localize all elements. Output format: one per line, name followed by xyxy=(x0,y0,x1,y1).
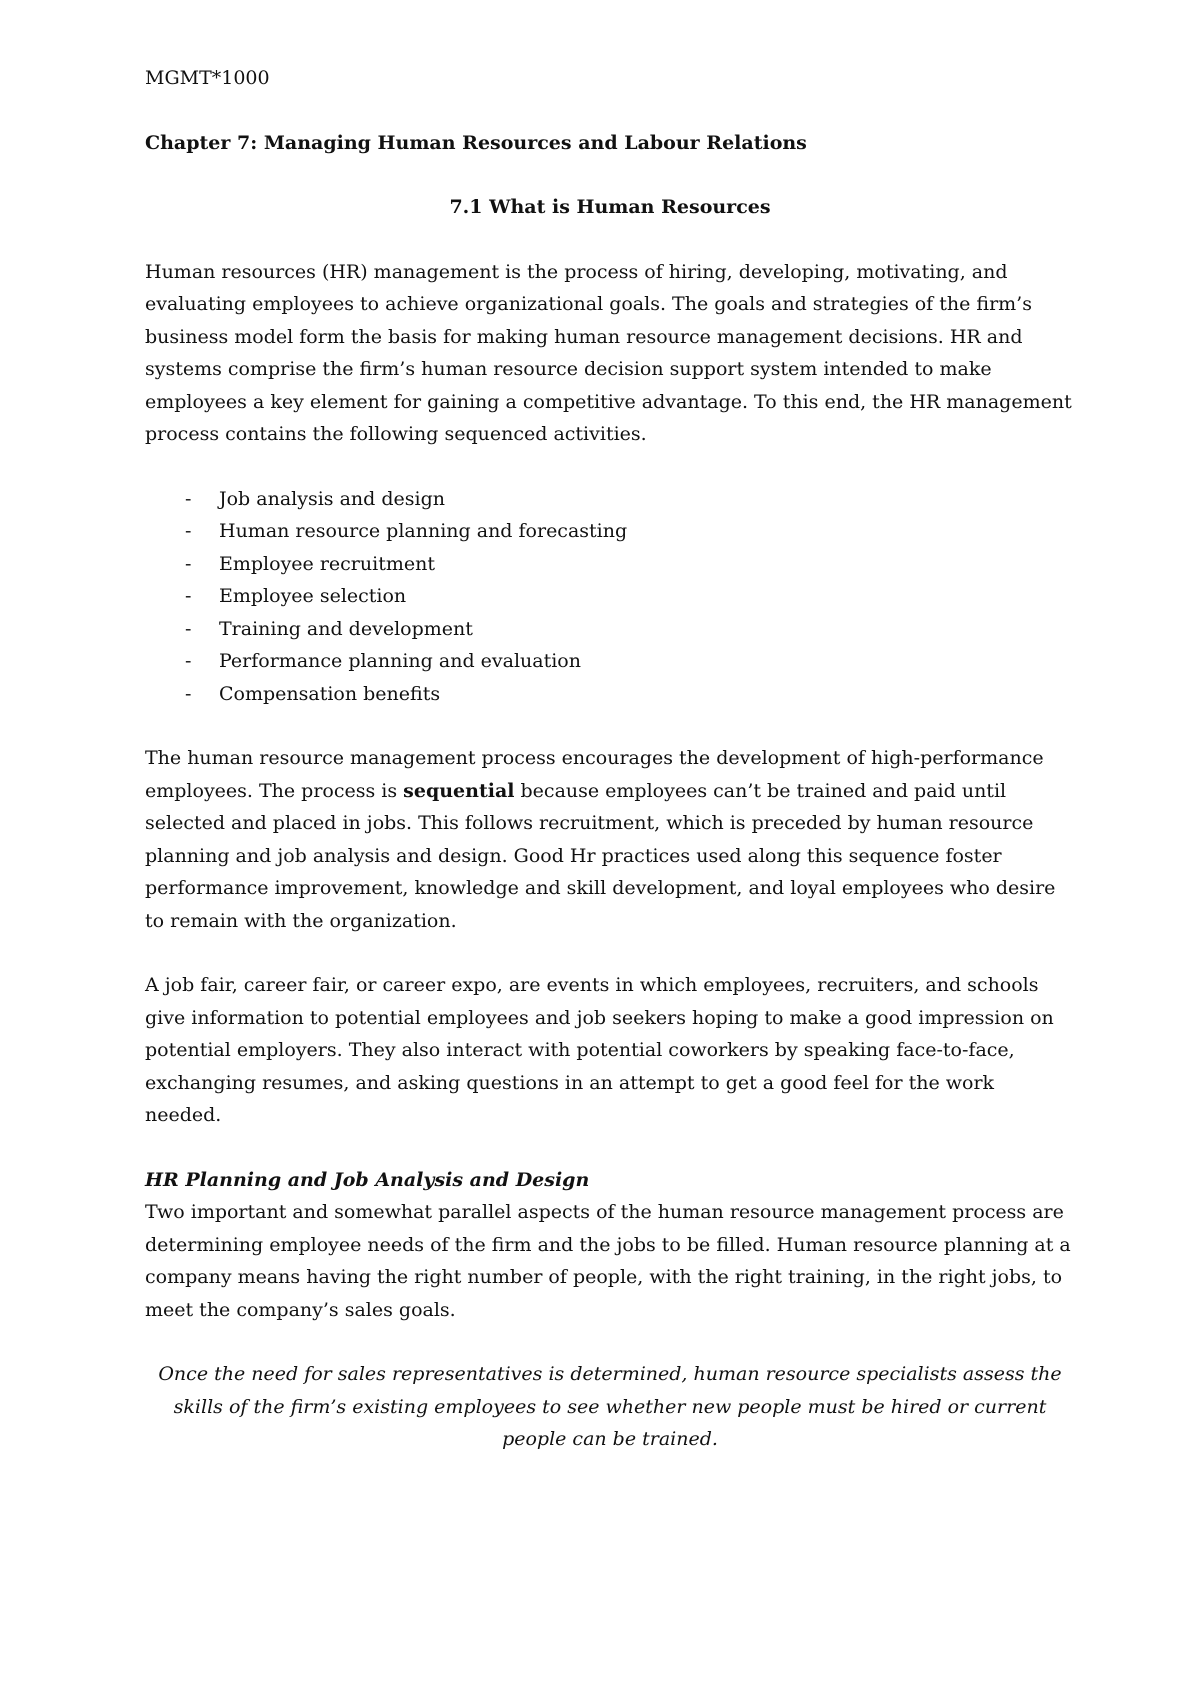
list-bullet: - xyxy=(185,617,192,640)
list-item-text: Job analysis and design xyxy=(219,487,445,510)
list-item xyxy=(145,645,1075,678)
intro-paragraph: Human resources (HR) management is the process of hiring, developing, motivating, and evaluating employees to achieve organizational goals. The goals and strategies of the firm’s business model form the basis for making human resource management decisions. HR and systems comprise the firm’s human resource decision support system intended to make employees a key element for gaining a competitive advantage. To this end, the HR management process contains the following sequenced activities. xyxy=(145,260,1072,445)
list-item-text: Compensation benefits xyxy=(219,682,441,705)
chapter-title: Chapter 7: Managing Human Resources and Labour Relations xyxy=(145,131,807,154)
list-item xyxy=(145,678,1075,711)
document-page xyxy=(145,62,1075,1456)
job-fair-paragraph: A job fair, career fair, or career expo, are events in which employees, recruiters, and schools give information to potential employees and job seekers hoping to make a good impression on potential employers. They also interact with potential coworkers by speaking face-to-face, exchanging resumes, and asking questions in an attempt to get a good feel for the work needed. xyxy=(145,974,1054,1126)
course-code: MGMT*1000 xyxy=(145,67,270,89)
list-item xyxy=(145,613,1075,646)
list-item xyxy=(145,580,1075,613)
list-bullet: - xyxy=(185,682,192,705)
list-item xyxy=(145,515,1075,548)
list-item-text: Human resource planning and forecasting xyxy=(219,520,628,542)
list-item xyxy=(145,483,1075,516)
list-item xyxy=(145,548,1075,581)
sequential-emphasis: sequential xyxy=(403,779,515,802)
process-text-before: The human resource management process encourages the development of high-performance employees. The process is xyxy=(145,747,1044,802)
list-bullet: - xyxy=(185,585,192,607)
list-item-text: Employee recruitment xyxy=(219,552,435,575)
list-item-text: Employee selection xyxy=(219,585,407,607)
list-bullet: - xyxy=(185,552,192,575)
list-bullet: - xyxy=(185,487,192,510)
list-bullet: - xyxy=(185,650,192,672)
section-title: 7.1 What is Human Resources xyxy=(449,196,771,218)
process-paragraph xyxy=(145,742,1075,937)
quote-paragraph: Once the need for sales representatives is determined, human resource specialists assess the skills of the firm’s existing employees to see whether new people must be hired or current people can be trained. xyxy=(158,1363,1062,1450)
planning-paragraph: Two important and somewhat parallel aspects of the human resource management process are determining employee needs of the firm and the jobs to be filled. Human resource planning at a company means having the right number of people, with the right training, in the right jobs, to meet the company’s sales goals. xyxy=(145,1201,1071,1321)
planning-heading: HR Planning and Job Analysis and Design xyxy=(145,1168,590,1191)
list-bullet: - xyxy=(185,520,192,542)
list-item-text: Performance planning and evaluation xyxy=(219,650,581,672)
activities-list xyxy=(145,483,1075,711)
list-item-text: Training and development xyxy=(219,617,473,640)
process-text-after: because employees can’t be trained and paid until selected and placed in jobs. This follows recruitment, which is preceded by human resource planning and job analysis and design. Good Hr practices used along this sequence foster performance improvement, knowledge and skill development, and loyal employees who desire to remain with the organization. xyxy=(145,779,1056,932)
